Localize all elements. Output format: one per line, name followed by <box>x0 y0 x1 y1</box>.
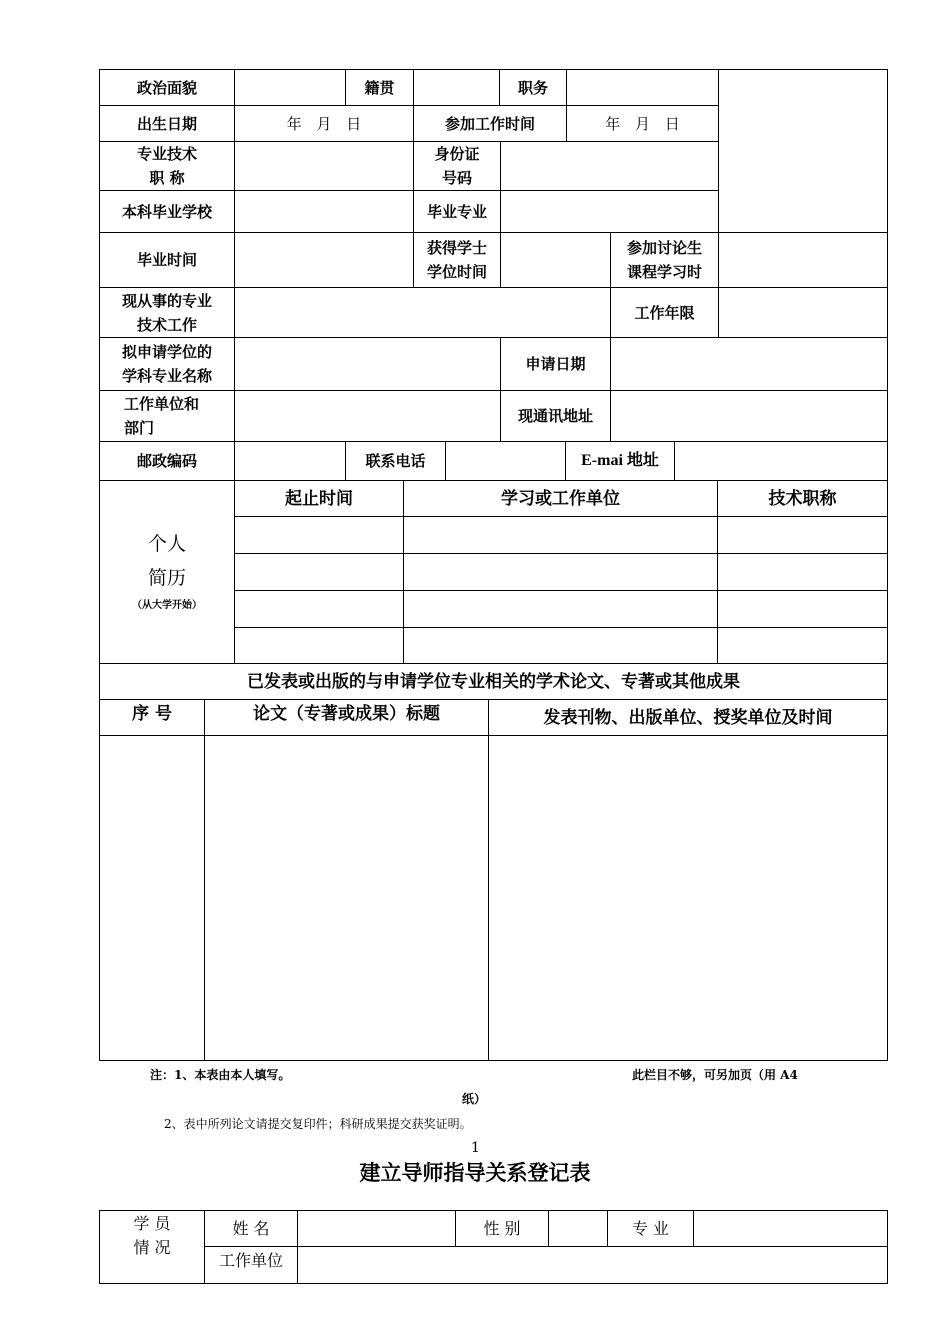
photo-area[interactable] <box>719 70 887 232</box>
name-field[interactable] <box>298 1211 455 1246</box>
undergrad-school-label: 本科毕业学校 <box>121 202 212 221</box>
postcode-field[interactable] <box>235 442 345 480</box>
apply-date-field[interactable] <box>611 338 887 390</box>
gender-label: 性 别 <box>483 1218 521 1238</box>
work-unit-label-l1: 工作单位和 <box>124 395 200 413</box>
seminar-label-l2: 课程学习时 <box>626 263 702 281</box>
gender-field[interactable] <box>549 1211 607 1246</box>
mentor-form-title: 建立导师指导关系登记表 <box>359 1161 591 1185</box>
resume-title-l1: 个人 <box>147 533 186 555</box>
note-right: 此栏目不够，可另加页（用 A4 <box>632 1068 798 1082</box>
resume-title-l2: 简历 <box>147 567 186 589</box>
grad-major-label: 毕业专业 <box>426 202 487 221</box>
current-work-field[interactable] <box>235 288 610 337</box>
papers-col-title: 论文（专著或成果）标题 <box>253 704 440 724</box>
mentor-work-unit-field[interactable] <box>298 1247 887 1283</box>
apply-major-label-l1: 拟申请学位的 <box>121 343 212 361</box>
papers-col-pub: 发表刊物、出版单位、授奖单位及时间 <box>543 707 833 728</box>
political-status-field[interactable] <box>235 70 345 105</box>
email-label: E-mai 地址 <box>581 452 659 469</box>
current-work-label-l2: 技术工作 <box>136 315 197 334</box>
birth-date-label: 出生日期 <box>136 114 197 133</box>
prof-title-label <box>100 142 234 190</box>
papers-heading: 已发表或出版的与申请学位专业相关的学术论文、专著或其他成果 <box>247 671 740 692</box>
work-unit-field[interactable] <box>235 391 500 441</box>
resume-title-note: （从大学开始） <box>132 600 202 611</box>
resume-title <box>100 481 234 663</box>
work-years-field[interactable] <box>719 288 887 337</box>
current-work-label-l1: 现从事的专业 <box>121 291 212 310</box>
work-unit-label-l2: 部门 <box>124 419 155 437</box>
bachelor-time-label <box>414 233 500 287</box>
phone-field[interactable] <box>446 442 565 480</box>
resume-col-title: 技术职称 <box>768 488 837 509</box>
bachelor-time-field[interactable] <box>501 233 610 287</box>
phone-label: 联系电话 <box>365 452 426 470</box>
position-field[interactable] <box>567 70 718 105</box>
grad-major-field[interactable] <box>501 191 718 232</box>
id-number-label <box>414 142 500 190</box>
position-label: 职务 <box>517 78 548 97</box>
political-status-label: 政治面貌 <box>136 78 197 97</box>
page-number: 1 <box>471 1140 480 1156</box>
prof-title-field[interactable] <box>235 142 413 190</box>
email-field[interactable] <box>675 442 887 480</box>
papers-body-area[interactable] <box>100 736 887 1060</box>
id-number-label-l2: 号码 <box>441 169 472 187</box>
birth-date-field[interactable]: 年 月 日 <box>286 114 362 133</box>
papers-col-no: 序 号 <box>132 704 172 724</box>
apply-date-label: 申请日期 <box>525 355 586 373</box>
native-place-field[interactable] <box>414 70 499 105</box>
note-2: 2、表中所列论文请提交复印件；科研成果提交获奖证明。 <box>164 1117 472 1131</box>
bachelor-time-label-l2: 学位时间 <box>426 263 487 281</box>
prof-title-label-l1: 专业技术 <box>136 145 197 163</box>
id-number-label-l1: 身份证 <box>434 145 480 163</box>
native-place-label: 籍贯 <box>364 78 395 97</box>
apply-major-field[interactable] <box>235 338 500 390</box>
bachelor-time-label-l1: 获得学士 <box>426 239 487 257</box>
work-start-field[interactable]: 年 月 日 <box>605 114 680 133</box>
apply-major-label-l2: 学科专业名称 <box>121 367 212 385</box>
student-info-label <box>100 1211 204 1261</box>
seminar-label-l1: 参加讨论生 <box>626 239 702 257</box>
resume-col-unit: 学习或工作单位 <box>501 488 620 509</box>
postcode-label: 邮政编码 <box>136 452 197 470</box>
work-start-label: 参加工作时间 <box>444 114 535 133</box>
student-info-label-l1: 学 员 <box>133 1214 171 1233</box>
work-unit-label <box>100 391 234 441</box>
id-number-field[interactable] <box>501 142 718 190</box>
address-label: 现通讯地址 <box>517 407 593 425</box>
major-field[interactable] <box>694 1211 887 1246</box>
resume-col-period: 起止时间 <box>285 488 353 509</box>
seminar-field[interactable] <box>719 233 887 287</box>
undergrad-school-field[interactable] <box>235 191 413 232</box>
name-label: 姓 名 <box>232 1218 270 1238</box>
note-paper: 纸） <box>462 1092 487 1106</box>
work-years-label: 工作年限 <box>634 303 695 322</box>
mentor-work-unit-label: 工作单位 <box>218 1251 283 1270</box>
grad-time-field[interactable] <box>235 233 413 287</box>
major-label: 专 业 <box>631 1218 670 1238</box>
prof-title-label-l2: 职 称 <box>149 169 185 187</box>
apply-major-label <box>100 338 234 390</box>
student-info-label-l2: 情 况 <box>133 1238 171 1257</box>
address-field[interactable] <box>611 391 887 441</box>
current-work-label <box>100 288 234 337</box>
note-1: 注：1、本表由本人填写。 <box>150 1068 291 1082</box>
grad-time-label: 毕业时间 <box>136 251 197 269</box>
seminar-label <box>611 233 718 287</box>
